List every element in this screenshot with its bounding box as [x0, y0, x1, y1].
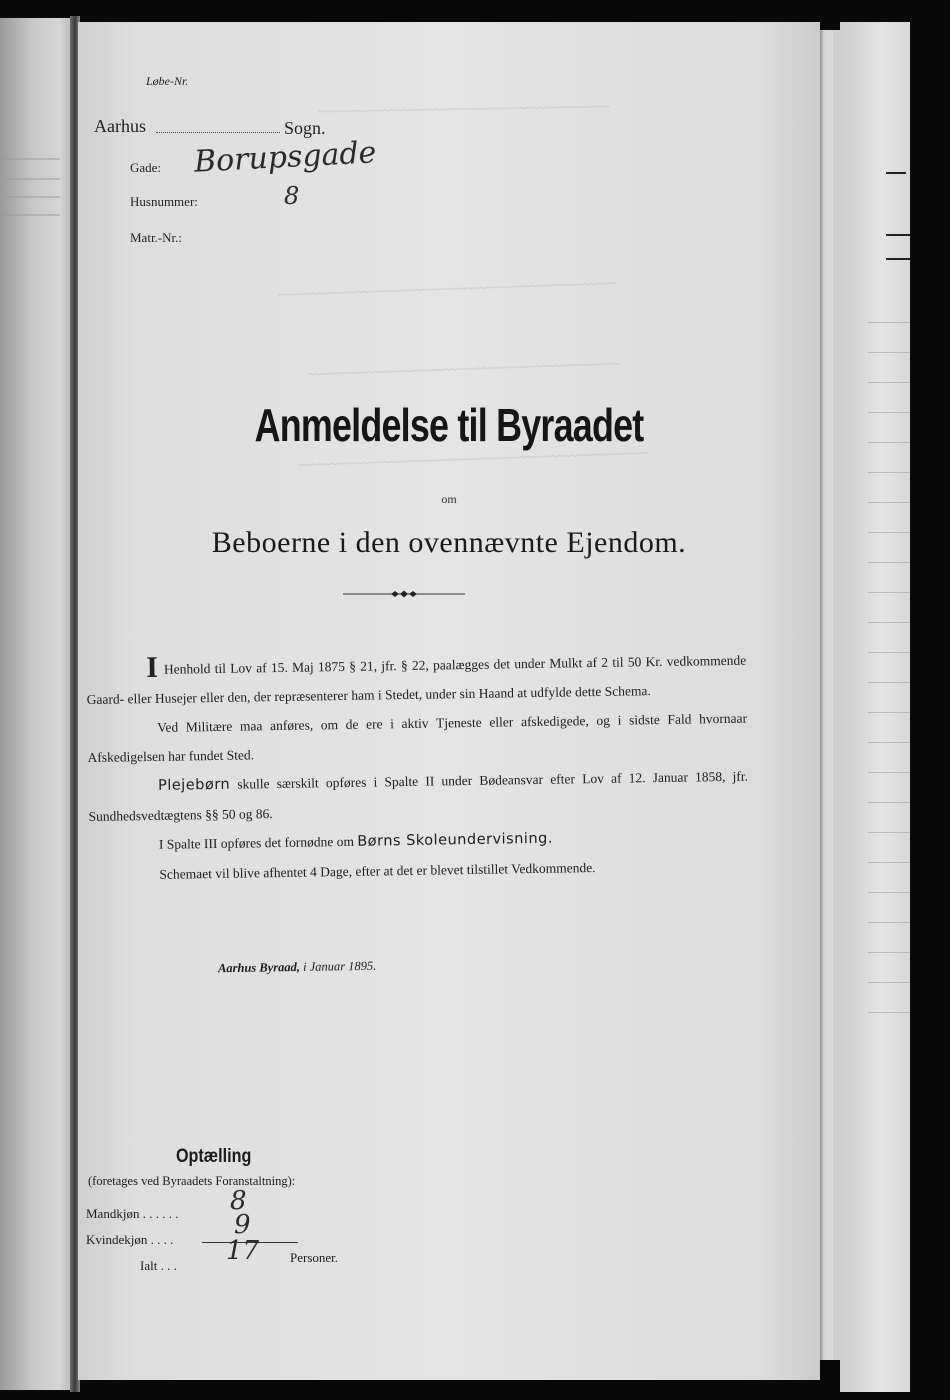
document-page	[78, 22, 820, 1380]
total-count-label: Ialt . . .	[140, 1258, 177, 1273]
street-value: Borupsgade	[193, 135, 378, 180]
underlying-page	[840, 22, 910, 1392]
title-connector: om	[441, 492, 457, 506]
paragraph-text: skulle særskilt opføres i Spalte II under Bødeansvar efter Lov af 12. Januar 1858, jfr. Sundhedsvedtægtens §§ 50 og 86.	[88, 768, 749, 824]
document-title: Anmeldelse til Byraadet	[254, 399, 644, 451]
house-number-label: Husnummer:	[130, 194, 198, 209]
total-count-value: 17	[226, 1236, 260, 1266]
show-through-text: ~~~~~~~~~~~~~~~~~~~~~~~~~~~~~~~~~~~~~~~~~~~~~~~~	[307, 356, 620, 382]
female-count-value: 9	[234, 1210, 251, 1240]
issue-date: i Januar 1895.	[302, 958, 377, 974]
ornament-divider	[343, 589, 465, 599]
instruction-paragraph	[88, 762, 749, 831]
drop-cap: I	[145, 650, 159, 685]
persons-label: Personer.	[290, 1250, 339, 1265]
house-number-value: 8	[284, 182, 300, 210]
male-count-label: Mandkjøn . . . . . .	[86, 1206, 179, 1221]
female-count-label: Kvindekjøn . . . .	[86, 1232, 174, 1247]
page-stack-edge	[818, 30, 833, 1360]
show-through-text: ~~~~~~~~~~~~~~~~~~~~~~~~~~~~~~~~~~~~~~~~~~~~~~~~~~~~~~	[297, 445, 649, 473]
document-subtitle: Beboerne i den ovennævnte Ejendom.	[211, 526, 687, 559]
issuer-signature	[218, 959, 377, 976]
issuer-name: Aarhus Byraad,	[217, 959, 301, 976]
show-through-text: ~~~~~~~~~~~~~~~~~~~~~~~~~~~~~~~~~~~~~~~~~~~~~	[317, 99, 611, 119]
emphasis-text: Børns Skoleundervisning.	[357, 830, 554, 850]
paragraph-text: Henhold til Lov af 15. Maj 1875 § 21, jfr. § 22, paalægges det under Mulkt af 2 til 50 Kr. vedkommende Gaard- eller Husejer eller den, der repræsenterer ham i Stedet, under sin Haand at udfylde dette Schema.	[86, 652, 747, 707]
instruction-paragraph: Schemaet vil blive afhentet 4 Dage, efter at det er blevet tilstillet Vedkommende.	[159, 860, 596, 882]
parish-label: Sogn.	[284, 118, 326, 138]
count-title: Optælling	[176, 1146, 252, 1167]
male-count-value: 8	[230, 1186, 247, 1216]
show-through-text: ~~~~~~~~~~~~~~~~~~~~~~~~~~~~~~~~~~~~~~~~~~~~~~~~~~~~	[277, 276, 616, 302]
count-subtitle: (foretages ved Byraadets Foranstaltning):	[88, 1174, 296, 1188]
instructions-text	[86, 646, 750, 890]
matr-nr-label: Matr.-Nr.:	[130, 230, 182, 245]
paragraph-text: I Spalte III opføres det fornødne om	[158, 833, 355, 852]
instruction-paragraph	[86, 646, 747, 714]
lobe-nr-label: Løbe-Nr.	[146, 74, 189, 88]
street-label: Gade:	[130, 160, 162, 175]
emphasis-text: Plejebørn	[157, 776, 231, 794]
instruction-paragraph: Ved Militære maa anføres, om de ere i aktiv Tjeneste eller afskedigede, og i sidste Fald hvornaar Afskedigelsen har fundet Sted.	[87, 710, 748, 765]
city-label: Aarhus	[94, 116, 146, 136]
parish-dotted-line	[156, 132, 280, 133]
facing-page-left	[0, 18, 74, 1390]
